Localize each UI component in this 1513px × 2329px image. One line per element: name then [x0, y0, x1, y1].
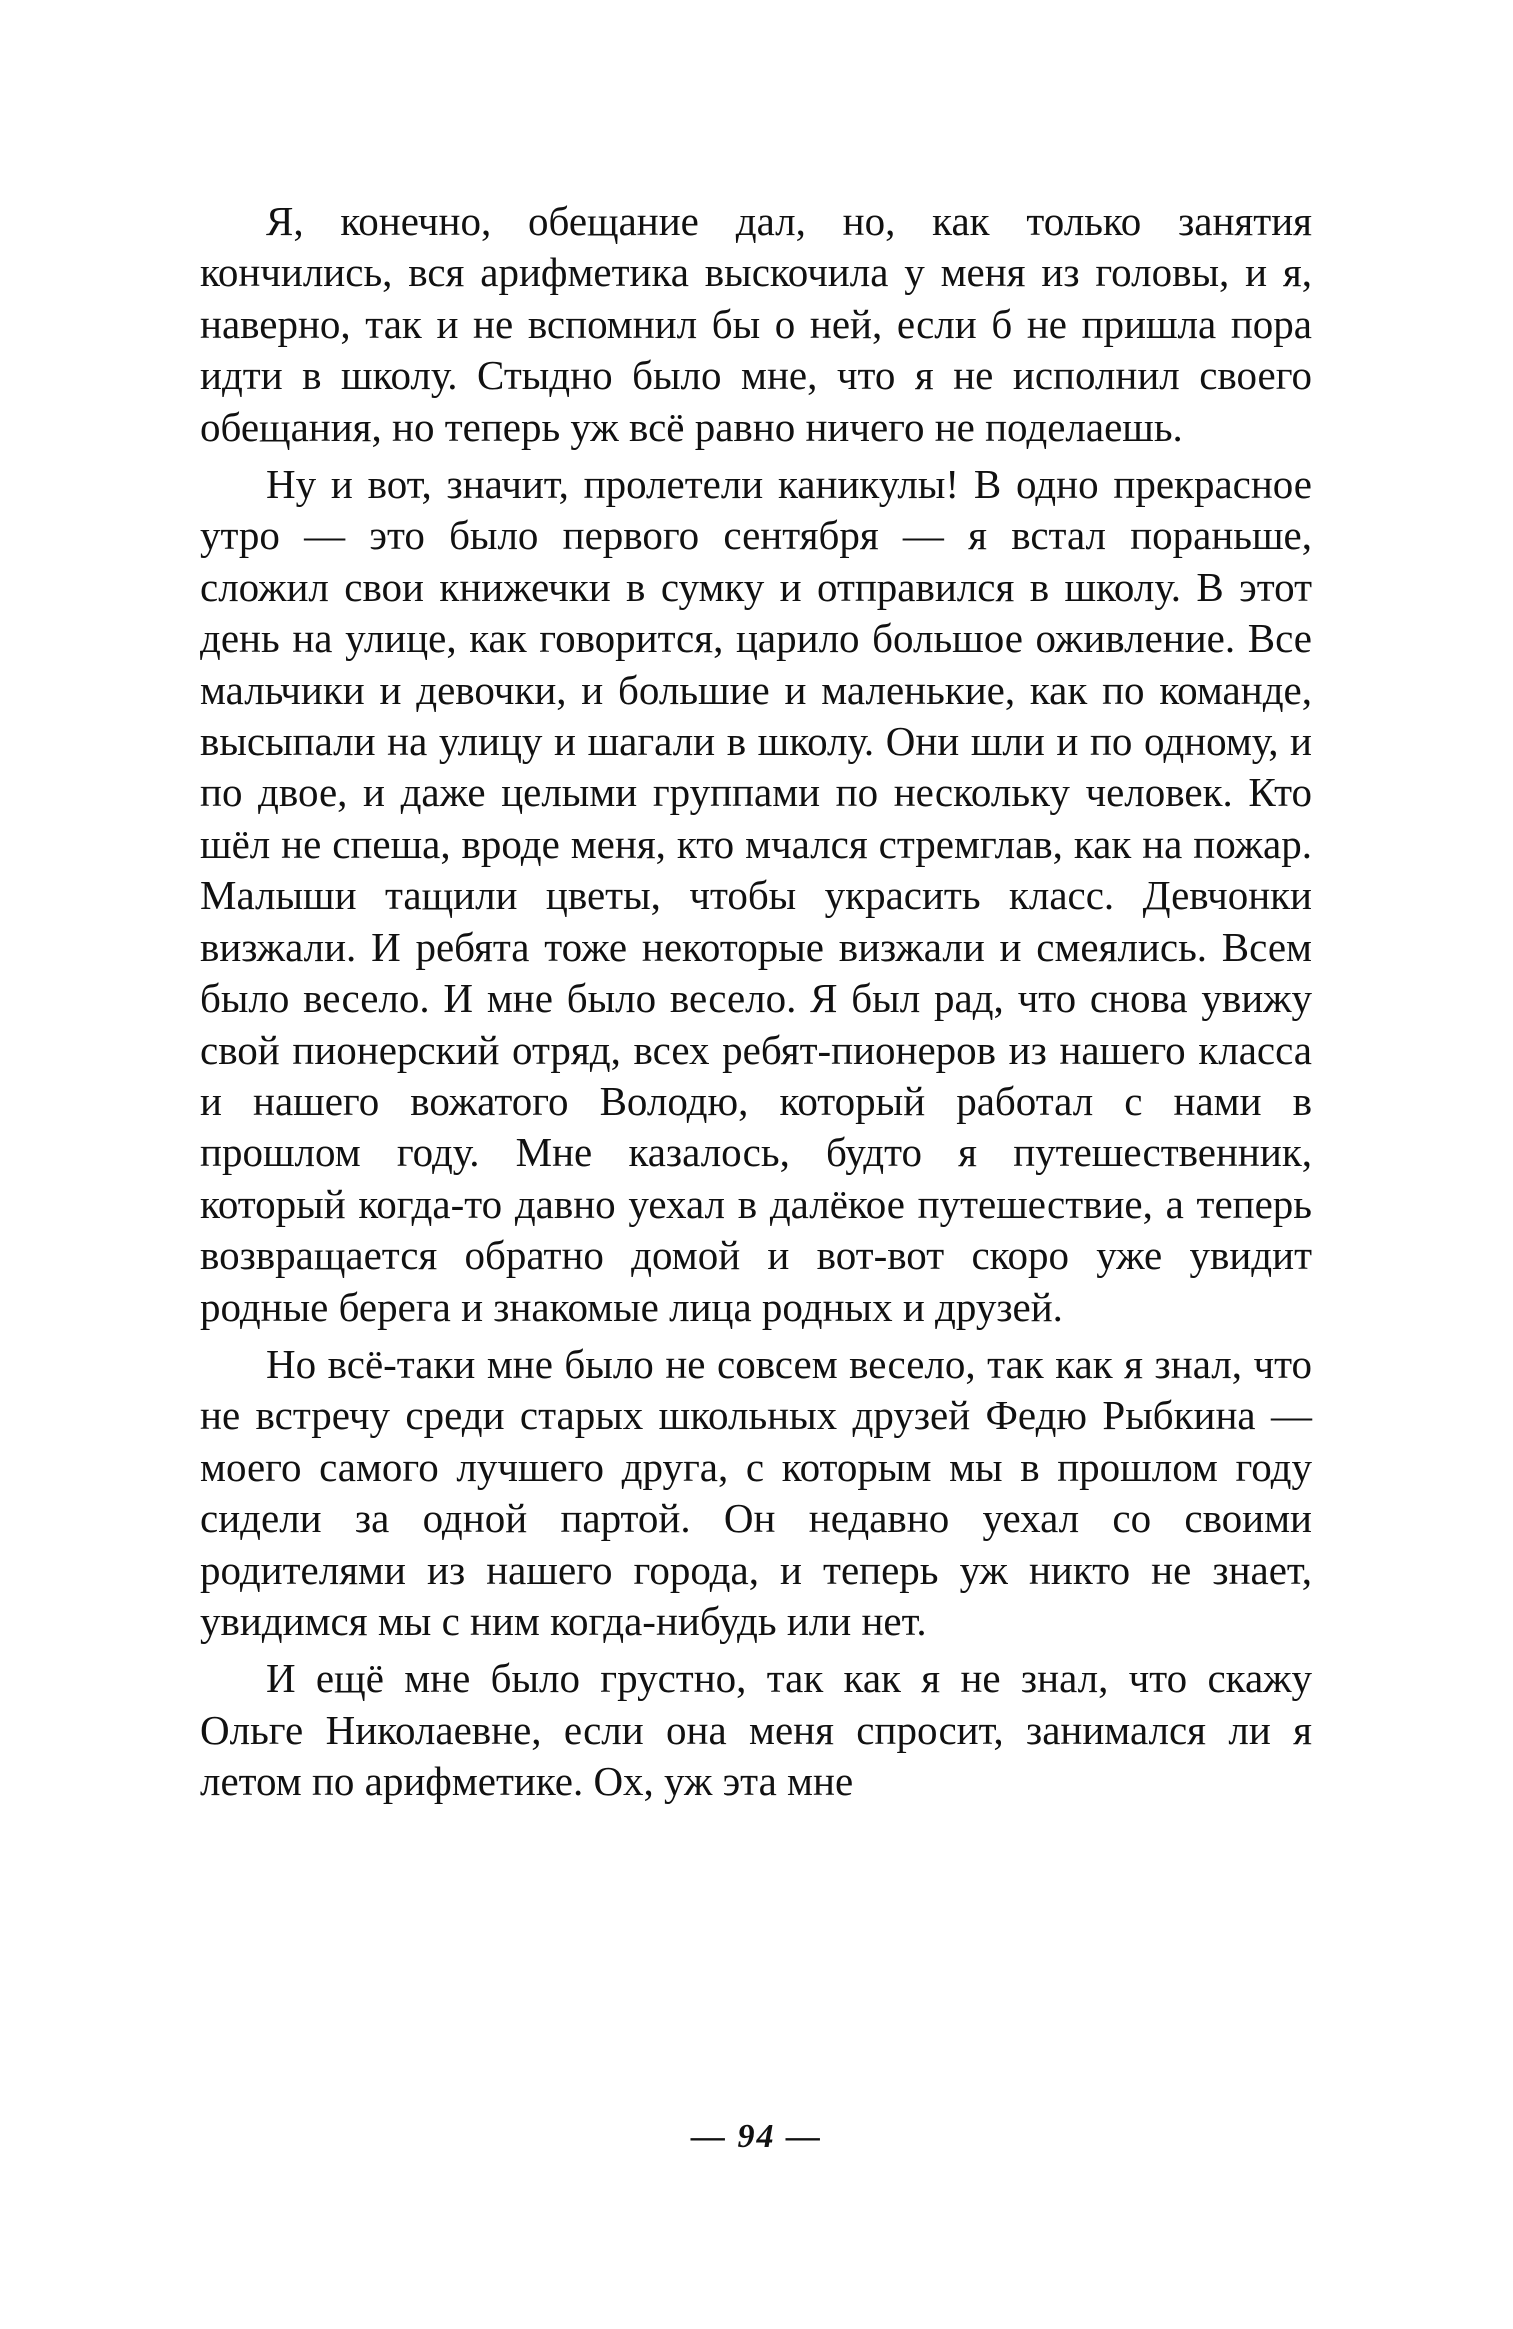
paragraph-1: Я, конечно, обещание дал, но, как только занятия кончились, вся арифметика выскочила у меня из головы, и я, наверно, так и не вспомнил бы о ней, если б не пришла пора идти в школу. Стыдно было мне, что я не исполнил своего обещания, но теперь уж всё равно ничего не поделаешь. — [200, 198, 1312, 450]
paragraph-4: И ещё мне было грустно, так как я не знал, что скажу Ольге Николаевне, если она меня спросит, занимался ли я летом по арифметике. Ох, уж эта мне — [200, 1655, 1312, 1805]
body-text — [200, 196, 1312, 1814]
paragraph-3: Но всё-таки мне было не совсем весело, так как я знал, что не встречу среди старых школьных друзей Федю Рыбкина — моего самого лучшего друга, с которым мы в прошлом году сидели за одной партой. Он недавно уехал со своими родителями из нашего города, и теперь уж никто не знает, увидимся мы с ним когда-нибудь или нет. — [200, 1340, 1312, 1644]
page-number: — 94 — — [691, 2118, 822, 2155]
paragraph-2: Ну и вот, значит, пролетели каникулы! В одно прекрасное утро — это было первого сентября — я встал пораньше, сложил свои книжечки в сумку и отправился в школу. В этот день на улице, как говорится, царило большое оживление. Все мальчики и девочки, и большие и маленькие, как по команде, высыпали на улицу и шагали в школу. Они шли и по одному, и по двое, и даже целыми группами по нескольку человек. Кто шёл не спеша, вроде меня, кто мчался стремглав, как на пожар. Малыши тащили цветы, чтобы украсить класс. Девчонки визжали. И ребята тоже некоторые визжали и смеялись. Всем было весело. И мне было весело. Я был рад, что снова увижу свой пионерский отряд, всех ребят-пионеров из нашего класса и нашего вожатого Володю, который работал с нами в прошлом году. Мне казалось, будто я путешественник, который когда-то давно уехал в далёкое путешествие, а теперь возвращается обратно домой и вот-вот скоро уже увидит родные берега и знакомые лица родных и друзей. — [200, 461, 1312, 1330]
